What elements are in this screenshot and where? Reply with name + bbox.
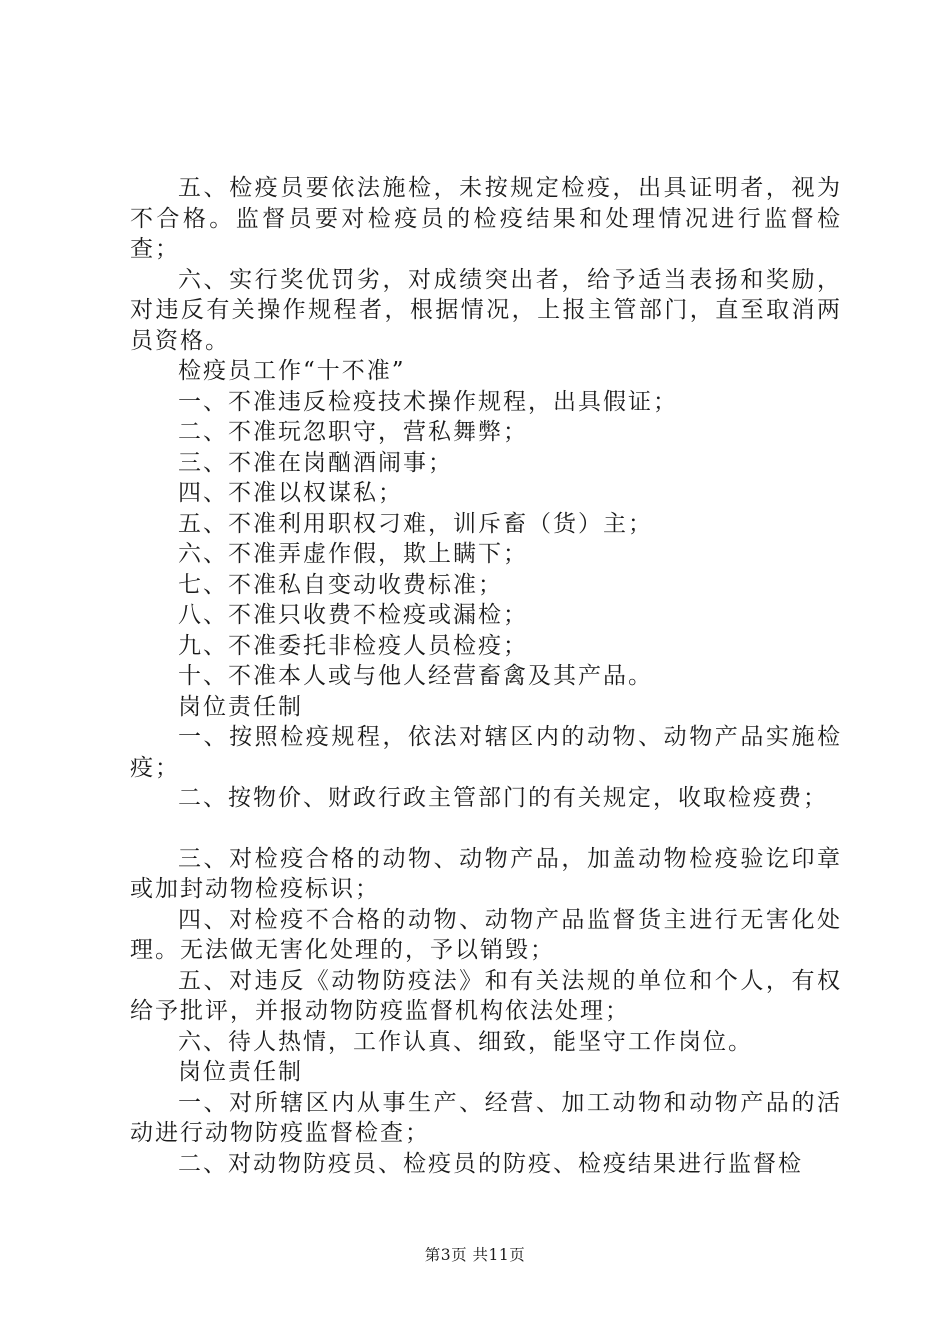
responsibility-item-3: 三、对检疫合格的动物、动物产品，加盖动物检疫验讫印章或加封动物检疫标识； bbox=[130, 845, 842, 902]
prohibition-item-8: 八、不准只收费不检疫或漏检； bbox=[178, 602, 528, 628]
prohibition-item-4: 四、不准以权谋私； bbox=[178, 480, 403, 506]
responsibility-item-2: 二、按物价、财政行政主管部门的有关规定，收取检疫费； bbox=[178, 785, 828, 811]
prohibition-item-9: 九、不准委托非检疫人员检疫； bbox=[178, 632, 528, 659]
page-footer: 第3页 共11页 bbox=[424, 1246, 526, 1264]
section-heading-ten-prohibitions: 检疫员工作“十不准” bbox=[178, 358, 406, 384]
prohibition-item-6: 六、不准弄虚作假，欺上瞒下； bbox=[178, 541, 528, 567]
responsibility-item-5: 五、对违反《动物防疫法》和有关法规的单位和个人，有权给予批评，并报动物防疫监督机构依法处理； bbox=[130, 967, 842, 1024]
prohibition-item-1: 一、不准违反检疫技术操作规程，出具假证； bbox=[178, 388, 678, 415]
supervision-item-1: 一、对所辖区内从事生产、经营、加工动物和动物产品的活动进行动物防疫监督检查； bbox=[130, 1089, 842, 1146]
supervision-item-2: 二、对动物防疫员、检疫员的防疫、检疫结果进行监督检 bbox=[178, 1150, 803, 1177]
prohibition-item-2: 二、不准玩忽职守，营私舞弊； bbox=[178, 419, 528, 445]
responsibility-item-1: 一、按照检疫规程，依法对辖区内的动物、动物产品实施检疫； bbox=[130, 724, 842, 781]
prohibition-item-7: 七、不准私自变动收费标准； bbox=[178, 571, 503, 598]
prohibition-item-10: 十、不准本人或与他人经营畜禽及其产品。 bbox=[178, 663, 653, 689]
responsibility-item-6: 六、待人热情，工作认真、细致，能坚守工作岗位。 bbox=[178, 1028, 753, 1055]
paragraph-inspector-rule-5: 五、检疫员要依法施检，未按规定检疫，出具证明者，视为不合格。监督员要对检疫员的检疫结果和处理情况进行监督检查； bbox=[130, 175, 842, 262]
document-body bbox=[130, 173, 842, 1179]
section-heading-job-responsibility: 岗位责任制 bbox=[178, 693, 303, 720]
prohibition-item-3: 三、不准在岗酗酒闹事； bbox=[178, 449, 453, 476]
responsibility-item-4: 四、对检疫不合格的动物、动物产品监督货主进行无害化处理。无法做无害化处理的，予以销毁； bbox=[130, 906, 842, 963]
paragraph-inspector-rule-6: 六、实行奖优罚劣，对成绩突出者，给予适当表扬和奖励，对违反有关操作规程者，根据情况，上报主管部门，直至取消两员资格。 bbox=[130, 266, 842, 354]
prohibition-item-5: 五、不准利用职权刁难，训斥畜（货）主； bbox=[178, 510, 653, 537]
section-heading-job-responsibility-2: 岗位责任制 bbox=[178, 1059, 303, 1085]
